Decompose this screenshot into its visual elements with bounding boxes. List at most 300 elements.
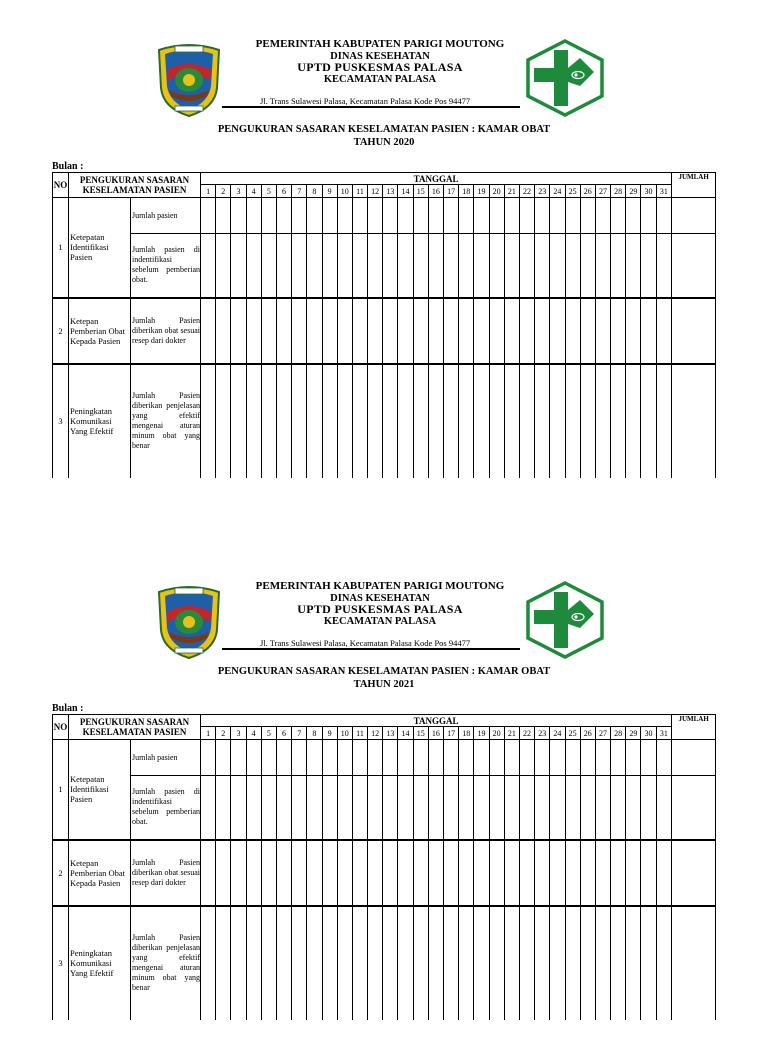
daily-count-cell[interactable] <box>322 840 337 906</box>
daily-count-cell[interactable] <box>337 776 352 840</box>
daily-count-cell[interactable] <box>474 198 489 234</box>
daily-count-cell[interactable] <box>398 840 413 906</box>
daily-count-cell[interactable] <box>641 906 656 1020</box>
day-number: 9 <box>322 727 337 740</box>
daily-count-cell[interactable] <box>519 840 534 906</box>
day-number: 27 <box>595 727 610 740</box>
daily-count-cell[interactable] <box>428 776 443 840</box>
total-cell[interactable] <box>672 298 716 364</box>
daily-count-cell[interactable] <box>535 234 550 298</box>
daily-count-cell[interactable] <box>352 776 367 840</box>
daily-count-cell[interactable] <box>565 840 580 906</box>
daily-count-cell[interactable] <box>413 906 428 1020</box>
daily-count-cell[interactable] <box>519 298 534 364</box>
daily-count-cell[interactable] <box>383 840 398 906</box>
daily-count-cell[interactable] <box>565 198 580 234</box>
daily-count-cell[interactable] <box>307 776 322 840</box>
daily-count-cell[interactable] <box>428 234 443 298</box>
daily-count-cell[interactable] <box>322 776 337 840</box>
daily-count-cell[interactable] <box>307 364 322 478</box>
daily-count-cell[interactable] <box>641 840 656 906</box>
day-number: 15 <box>413 727 428 740</box>
daily-count-cell[interactable] <box>444 740 459 776</box>
daily-count-cell[interactable] <box>550 364 565 478</box>
row-number: 1 <box>53 198 69 298</box>
day-number: 12 <box>368 185 383 198</box>
daily-count-cell[interactable] <box>595 364 610 478</box>
daily-count-cell[interactable] <box>580 776 595 840</box>
daily-count-cell[interactable] <box>611 198 626 234</box>
daily-count-cell[interactable] <box>444 364 459 478</box>
daily-count-cell[interactable] <box>474 234 489 298</box>
daily-count-cell[interactable] <box>656 364 672 478</box>
daily-count-cell[interactable] <box>413 234 428 298</box>
daily-count-cell[interactable] <box>459 198 474 234</box>
daily-count-cell[interactable] <box>261 198 276 234</box>
daily-count-cell[interactable] <box>535 198 550 234</box>
daily-count-cell[interactable] <box>535 906 550 1020</box>
daily-count-cell[interactable] <box>611 740 626 776</box>
daily-count-cell[interactable] <box>261 840 276 906</box>
day-number: 10 <box>337 185 352 198</box>
daily-count-cell[interactable] <box>550 906 565 1020</box>
daily-count-cell[interactable] <box>504 776 519 840</box>
letterhead <box>0 0 768 118</box>
daily-count-cell[interactable] <box>565 776 580 840</box>
daily-count-cell[interactable] <box>656 234 672 298</box>
daily-count-cell[interactable] <box>216 298 231 364</box>
daily-count-cell[interactable] <box>276 740 291 776</box>
daily-count-cell[interactable] <box>307 298 322 364</box>
daily-count-cell[interactable] <box>444 198 459 234</box>
daily-count-cell[interactable] <box>641 298 656 364</box>
daily-count-cell[interactable] <box>261 298 276 364</box>
table-row <box>53 364 716 478</box>
daily-count-cell[interactable] <box>565 740 580 776</box>
daily-count-cell[interactable] <box>489 298 504 364</box>
daily-count-cell[interactable] <box>307 906 322 1020</box>
daily-count-cell[interactable] <box>276 906 291 1020</box>
daily-count-cell[interactable] <box>231 906 246 1020</box>
daily-count-cell[interactable] <box>626 776 641 840</box>
col-header-date: TANGGAL <box>201 173 672 185</box>
daily-count-cell[interactable] <box>656 776 672 840</box>
daily-count-cell[interactable] <box>489 776 504 840</box>
daily-count-cell[interactable] <box>565 906 580 1020</box>
daily-count-cell[interactable] <box>398 234 413 298</box>
daily-count-cell[interactable] <box>413 776 428 840</box>
daily-count-cell[interactable] <box>261 364 276 478</box>
daily-count-cell[interactable] <box>580 234 595 298</box>
total-cell[interactable] <box>672 906 716 1020</box>
day-number: 26 <box>580 185 595 198</box>
daily-count-cell[interactable] <box>550 776 565 840</box>
daily-count-cell[interactable] <box>489 906 504 1020</box>
daily-count-cell[interactable] <box>459 298 474 364</box>
daily-count-cell[interactable] <box>656 298 672 364</box>
daily-count-cell[interactable] <box>398 364 413 478</box>
parameter-name: Jumlah Pasien diberikan penjelasan yang efektif mengenai aturan minum obat yang benar <box>131 906 201 1020</box>
daily-count-cell[interactable] <box>337 234 352 298</box>
daily-count-cell[interactable] <box>580 840 595 906</box>
daily-count-cell[interactable] <box>489 740 504 776</box>
parameter-name: Jumlah Pasien diberikan penjelasan yang efektif mengenai aturan minum obat yang benar <box>131 364 201 478</box>
daily-count-cell[interactable] <box>656 740 672 776</box>
daily-count-cell[interactable] <box>261 906 276 1020</box>
day-number: 29 <box>626 185 641 198</box>
daily-count-cell[interactable] <box>474 298 489 364</box>
daily-count-cell[interactable] <box>428 364 443 478</box>
daily-count-cell[interactable] <box>322 298 337 364</box>
daily-count-cell[interactable] <box>535 298 550 364</box>
daily-count-cell[interactable] <box>201 740 216 776</box>
daily-count-cell[interactable] <box>641 198 656 234</box>
daily-count-cell[interactable] <box>611 234 626 298</box>
daily-count-cell[interactable] <box>428 906 443 1020</box>
daily-count-cell[interactable] <box>231 740 246 776</box>
daily-count-cell[interactable] <box>216 364 231 478</box>
daily-count-cell[interactable] <box>276 298 291 364</box>
daily-count-cell[interactable] <box>626 234 641 298</box>
day-number: 18 <box>459 185 474 198</box>
daily-count-cell[interactable] <box>474 840 489 906</box>
daily-count-cell[interactable] <box>504 840 519 906</box>
form-page <box>0 0 768 510</box>
daily-count-cell[interactable] <box>322 198 337 234</box>
daily-count-cell[interactable] <box>535 740 550 776</box>
daily-count-cell[interactable] <box>246 776 261 840</box>
daily-count-cell[interactable] <box>398 298 413 364</box>
day-number: 10 <box>337 727 352 740</box>
daily-count-cell[interactable] <box>656 198 672 234</box>
daily-count-cell[interactable] <box>276 234 291 298</box>
daily-count-cell[interactable] <box>519 776 534 840</box>
col-header-measurement: PENGUKURAN SASARAN KESELAMATAN PASIEN <box>69 715 201 740</box>
daily-count-cell[interactable] <box>352 840 367 906</box>
daily-count-cell[interactable] <box>352 906 367 1020</box>
daily-count-cell[interactable] <box>550 740 565 776</box>
row-number: 2 <box>53 840 69 906</box>
day-number: 30 <box>641 727 656 740</box>
daily-count-cell[interactable] <box>352 740 367 776</box>
daily-count-cell[interactable] <box>444 840 459 906</box>
daily-count-cell[interactable] <box>413 840 428 906</box>
daily-count-cell[interactable] <box>246 234 261 298</box>
daily-count-cell[interactable] <box>292 776 307 840</box>
daily-count-cell[interactable] <box>216 198 231 234</box>
daily-count-cell[interactable] <box>216 906 231 1020</box>
daily-count-cell[interactable] <box>398 906 413 1020</box>
daily-count-cell[interactable] <box>413 298 428 364</box>
daily-count-cell[interactable] <box>398 198 413 234</box>
form-page <box>0 542 768 1052</box>
day-number: 31 <box>656 727 672 740</box>
daily-count-cell[interactable] <box>428 198 443 234</box>
daily-count-cell[interactable] <box>201 234 216 298</box>
daily-count-cell[interactable] <box>292 298 307 364</box>
daily-count-cell[interactable] <box>201 840 216 906</box>
daily-count-cell[interactable] <box>489 198 504 234</box>
indicator-name: Peningkatan Komunikasi Yang Efektif <box>69 906 131 1020</box>
daily-count-cell[interactable] <box>383 198 398 234</box>
daily-count-cell[interactable] <box>489 364 504 478</box>
daily-count-cell[interactable] <box>550 198 565 234</box>
daily-count-cell[interactable] <box>246 906 261 1020</box>
daily-count-cell[interactable] <box>444 298 459 364</box>
daily-count-cell[interactable] <box>246 364 261 478</box>
col-header-no: NO <box>53 715 69 740</box>
daily-count-cell[interactable] <box>626 198 641 234</box>
daily-count-cell[interactable] <box>246 298 261 364</box>
daily-count-cell[interactable] <box>231 776 246 840</box>
daily-count-cell[interactable] <box>216 234 231 298</box>
daily-count-cell[interactable] <box>580 364 595 478</box>
daily-count-cell[interactable] <box>550 840 565 906</box>
daily-count-cell[interactable] <box>292 740 307 776</box>
daily-count-cell[interactable] <box>504 740 519 776</box>
day-number: 24 <box>550 185 565 198</box>
col-header-measurement: PENGUKURAN SASARAN KESELAMATAN PASIEN <box>69 173 201 198</box>
daily-count-cell[interactable] <box>201 298 216 364</box>
daily-count-cell[interactable] <box>504 198 519 234</box>
daily-count-cell[interactable] <box>337 364 352 478</box>
daily-count-cell[interactable] <box>641 740 656 776</box>
daily-count-cell[interactable] <box>292 234 307 298</box>
daily-count-cell[interactable] <box>535 776 550 840</box>
daily-count-cell[interactable] <box>352 364 367 478</box>
daily-count-cell[interactable] <box>535 840 550 906</box>
daily-count-cell[interactable] <box>519 198 534 234</box>
daily-count-cell[interactable] <box>322 364 337 478</box>
daily-count-cell[interactable] <box>428 740 443 776</box>
daily-count-cell[interactable] <box>611 364 626 478</box>
daily-count-cell[interactable] <box>352 198 367 234</box>
daily-count-cell[interactable] <box>626 906 641 1020</box>
daily-count-cell[interactable] <box>459 906 474 1020</box>
daily-count-cell[interactable] <box>292 840 307 906</box>
total-cell[interactable] <box>672 364 716 478</box>
daily-count-cell[interactable] <box>368 298 383 364</box>
daily-count-cell[interactable] <box>474 364 489 478</box>
table-header-row <box>53 715 716 727</box>
government-line: PEMERINTAH KABUPATEN PARIGI MOUTONG <box>255 580 505 592</box>
daily-count-cell[interactable] <box>231 840 246 906</box>
daily-count-cell[interactable] <box>276 840 291 906</box>
daily-count-cell[interactable] <box>383 776 398 840</box>
daily-count-cell[interactable] <box>641 234 656 298</box>
daily-count-cell[interactable] <box>216 740 231 776</box>
day-number: 27 <box>595 185 610 198</box>
daily-count-cell[interactable] <box>595 740 610 776</box>
daily-count-cell[interactable] <box>368 198 383 234</box>
daily-count-cell[interactable] <box>474 906 489 1020</box>
daily-count-cell[interactable] <box>444 776 459 840</box>
daily-count-cell[interactable] <box>352 298 367 364</box>
daily-count-cell[interactable] <box>565 364 580 478</box>
daily-count-cell[interactable] <box>261 234 276 298</box>
col-header-total: JUMLAH <box>672 715 716 740</box>
daily-count-cell[interactable] <box>201 906 216 1020</box>
daily-count-cell[interactable] <box>337 740 352 776</box>
daily-count-cell[interactable] <box>261 740 276 776</box>
daily-count-cell[interactable] <box>459 840 474 906</box>
header-divider <box>222 106 520 108</box>
daily-count-cell[interactable] <box>641 364 656 478</box>
daily-count-cell[interactable] <box>231 198 246 234</box>
daily-count-cell[interactable] <box>428 298 443 364</box>
daily-count-cell[interactable] <box>276 776 291 840</box>
daily-count-cell[interactable] <box>580 740 595 776</box>
row-number: 1 <box>53 740 69 840</box>
daily-count-cell[interactable] <box>246 840 261 906</box>
daily-count-cell[interactable] <box>307 198 322 234</box>
daily-count-cell[interactable] <box>656 906 672 1020</box>
daily-count-cell[interactable] <box>413 364 428 478</box>
daily-count-cell[interactable] <box>368 234 383 298</box>
daily-count-cell[interactable] <box>611 298 626 364</box>
daily-count-cell[interactable] <box>307 740 322 776</box>
daily-count-cell[interactable] <box>352 234 367 298</box>
daily-count-cell[interactable] <box>595 776 610 840</box>
district-line: KECAMATAN PALASA <box>323 615 437 627</box>
daily-count-cell[interactable] <box>595 298 610 364</box>
daily-count-cell[interactable] <box>216 840 231 906</box>
daily-count-cell[interactable] <box>444 906 459 1020</box>
parameter-name: Jumlah Pasien diberikan obat sesuai resep dari dokter <box>131 298 201 364</box>
daily-count-cell[interactable] <box>322 740 337 776</box>
daily-count-cell[interactable] <box>201 198 216 234</box>
daily-count-cell[interactable] <box>322 234 337 298</box>
daily-count-cell[interactable] <box>337 298 352 364</box>
daily-count-cell[interactable] <box>595 906 610 1020</box>
daily-count-cell[interactable] <box>337 840 352 906</box>
daily-count-cell[interactable] <box>489 234 504 298</box>
daily-count-cell[interactable] <box>292 906 307 1020</box>
daily-count-cell[interactable] <box>368 906 383 1020</box>
total-cell[interactable] <box>672 740 716 776</box>
daily-count-cell[interactable] <box>550 298 565 364</box>
daily-count-cell[interactable] <box>383 298 398 364</box>
daily-count-cell[interactable] <box>383 740 398 776</box>
daily-count-cell[interactable] <box>611 840 626 906</box>
daily-count-cell[interactable] <box>459 740 474 776</box>
daily-count-cell[interactable] <box>368 740 383 776</box>
daily-count-cell[interactable] <box>611 776 626 840</box>
day-number: 16 <box>428 185 443 198</box>
indicator-name: Ketepan Pemberian Obat Kepada Pasien <box>69 840 131 906</box>
table-row <box>53 198 716 234</box>
daily-count-cell[interactable] <box>246 198 261 234</box>
daily-count-cell[interactable] <box>504 234 519 298</box>
daily-count-cell[interactable] <box>428 840 443 906</box>
daily-count-cell[interactable] <box>504 906 519 1020</box>
daily-count-cell[interactable] <box>626 298 641 364</box>
daily-count-cell[interactable] <box>383 906 398 1020</box>
daily-count-cell[interactable] <box>474 740 489 776</box>
daily-count-cell[interactable] <box>519 740 534 776</box>
daily-count-cell[interactable] <box>519 234 534 298</box>
daily-count-cell[interactable] <box>641 776 656 840</box>
daily-count-cell[interactable] <box>368 776 383 840</box>
daily-count-cell[interactable] <box>626 740 641 776</box>
daily-count-cell[interactable] <box>292 198 307 234</box>
daily-count-cell[interactable] <box>413 740 428 776</box>
daily-count-cell[interactable] <box>231 364 246 478</box>
daily-count-cell[interactable] <box>565 298 580 364</box>
day-number: 1 <box>201 185 216 198</box>
daily-count-cell[interactable] <box>656 840 672 906</box>
daily-count-cell[interactable] <box>444 234 459 298</box>
daily-count-cell[interactable] <box>611 906 626 1020</box>
daily-count-cell[interactable] <box>337 906 352 1020</box>
daily-count-cell[interactable] <box>459 776 474 840</box>
daily-count-cell[interactable] <box>595 840 610 906</box>
daily-count-cell[interactable] <box>216 776 231 840</box>
total-cell[interactable] <box>672 234 716 298</box>
daily-count-cell[interactable] <box>519 364 534 478</box>
daily-count-cell[interactable] <box>368 364 383 478</box>
day-number: 8 <box>307 185 322 198</box>
daily-count-cell[interactable] <box>398 776 413 840</box>
daily-count-cell[interactable] <box>459 364 474 478</box>
daily-count-cell[interactable] <box>261 776 276 840</box>
daily-count-cell[interactable] <box>398 740 413 776</box>
daily-count-cell[interactable] <box>307 234 322 298</box>
total-cell[interactable] <box>672 776 716 840</box>
daily-count-cell[interactable] <box>504 364 519 478</box>
daily-count-cell[interactable] <box>231 234 246 298</box>
daily-count-cell[interactable] <box>292 364 307 478</box>
total-cell[interactable] <box>672 840 716 906</box>
day-number: 13 <box>383 185 398 198</box>
daily-count-cell[interactable] <box>246 740 261 776</box>
day-number: 17 <box>444 727 459 740</box>
daily-count-cell[interactable] <box>626 840 641 906</box>
daily-count-cell[interactable] <box>368 840 383 906</box>
daily-count-cell[interactable] <box>276 364 291 478</box>
daily-count-cell[interactable] <box>474 776 489 840</box>
daily-count-cell[interactable] <box>201 776 216 840</box>
daily-count-cell[interactable] <box>459 234 474 298</box>
daily-count-cell[interactable] <box>307 840 322 906</box>
table-row <box>53 906 716 1020</box>
daily-count-cell[interactable] <box>580 198 595 234</box>
daily-count-cell[interactable] <box>565 234 580 298</box>
daily-count-cell[interactable] <box>276 198 291 234</box>
indicator-name: Ketepatan Identifikasi Pasien <box>69 740 131 840</box>
day-number: 26 <box>580 727 595 740</box>
daily-count-cell[interactable] <box>550 234 565 298</box>
daily-count-cell[interactable] <box>383 234 398 298</box>
daily-count-cell[interactable] <box>626 364 641 478</box>
daily-count-cell[interactable] <box>595 234 610 298</box>
daily-count-cell[interactable] <box>201 364 216 478</box>
daily-count-cell[interactable] <box>535 364 550 478</box>
daily-count-cell[interactable] <box>383 364 398 478</box>
daily-count-cell[interactable] <box>519 906 534 1020</box>
daily-count-cell[interactable] <box>580 906 595 1020</box>
daily-count-cell[interactable] <box>580 298 595 364</box>
daily-count-cell[interactable] <box>595 198 610 234</box>
total-cell[interactable] <box>672 198 716 234</box>
daily-count-cell[interactable] <box>231 298 246 364</box>
daily-count-cell[interactable] <box>413 198 428 234</box>
daily-count-cell[interactable] <box>489 840 504 906</box>
daily-count-cell[interactable] <box>322 906 337 1020</box>
daily-count-cell[interactable] <box>337 198 352 234</box>
day-number: 9 <box>322 185 337 198</box>
daily-count-cell[interactable] <box>504 298 519 364</box>
